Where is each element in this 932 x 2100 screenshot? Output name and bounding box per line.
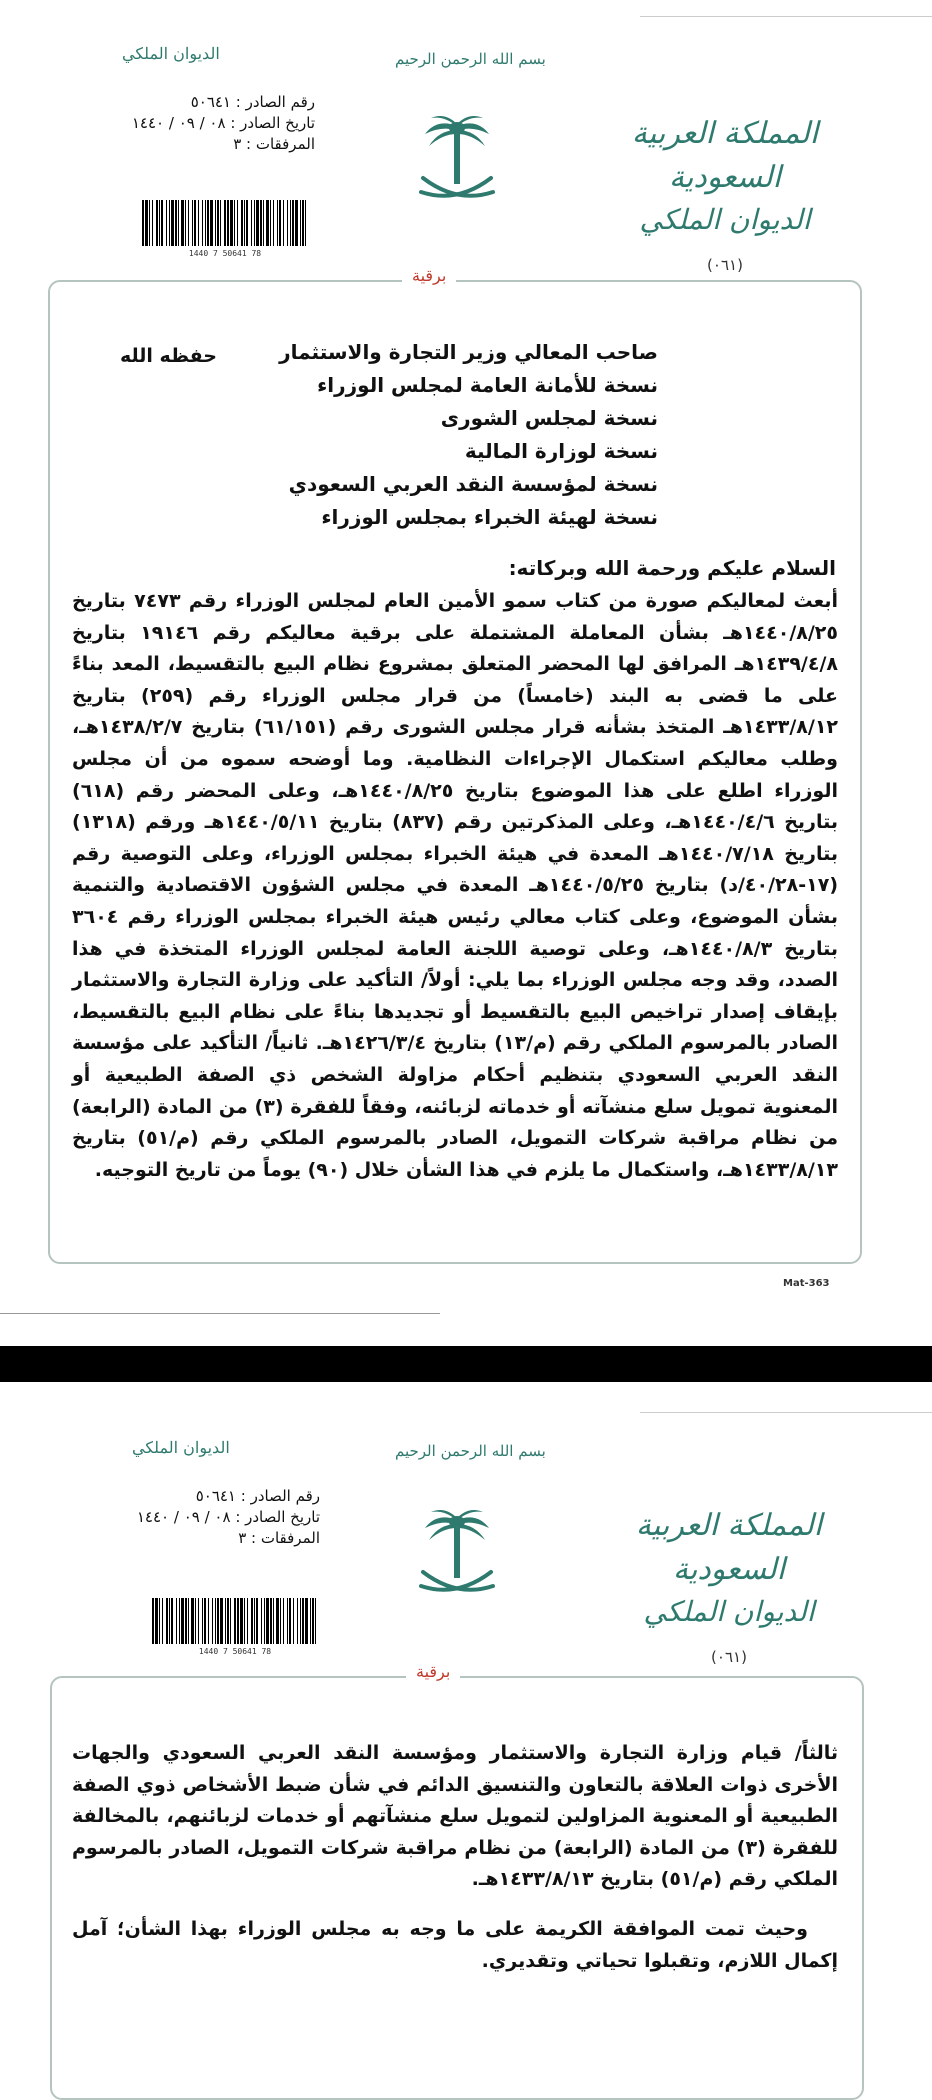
barcode-bar xyxy=(217,1598,219,1644)
barcode-bar xyxy=(188,200,189,246)
barcode-bar xyxy=(289,1598,291,1644)
barcode-bar xyxy=(192,200,193,246)
barcode-bar xyxy=(266,200,269,246)
barcode-bar xyxy=(152,1598,154,1644)
barcode-bar xyxy=(247,1598,248,1644)
barcode-bar xyxy=(273,1598,274,1644)
barcode-bar xyxy=(312,1598,314,1644)
barcode-bar xyxy=(191,1598,194,1644)
barcode-bar xyxy=(202,200,203,246)
barcode-bar xyxy=(198,1598,199,1644)
barcode-bar xyxy=(204,1598,206,1644)
reference-number: رقم الصادر : ٥٠٦٤١ xyxy=(190,93,315,111)
barqia-label: برقية xyxy=(402,266,456,285)
barcode-bar xyxy=(244,1598,245,1644)
barcode-bar xyxy=(169,200,170,246)
top-divider xyxy=(640,16,932,17)
barcode-bar xyxy=(287,200,288,246)
barcode-bar xyxy=(212,1598,213,1644)
barcode-bar xyxy=(273,200,274,246)
barcode-bar xyxy=(234,1598,236,1644)
barcode-bar xyxy=(292,200,294,246)
honorific: حفظه الله xyxy=(120,345,217,367)
barcode-bar xyxy=(220,1598,223,1644)
barcode-bar xyxy=(171,200,174,246)
barcode-bar xyxy=(300,1598,301,1644)
barcode-bar xyxy=(162,1598,163,1644)
barcode-bar xyxy=(270,200,271,246)
barcode-bar xyxy=(310,1598,311,1644)
barcode-bar xyxy=(227,1598,229,1644)
barcode-bar xyxy=(210,200,213,246)
kingdom-name: المملكة العربية السعودية xyxy=(631,116,819,195)
royal-court-name: الديوان الملكي xyxy=(639,203,811,236)
barcode-bar xyxy=(171,1598,173,1644)
barcode-bar xyxy=(142,200,144,246)
reference-date: تاريخ الصادر : ٠٨ / ٠٩ / ١٤٤٠ xyxy=(136,1508,320,1526)
barcode-bar xyxy=(264,1598,265,1644)
saudi-emblem-icon xyxy=(415,1506,499,1606)
addressee-item: صاحب المعالي وزير التجارة والاستثمار xyxy=(279,340,658,364)
kingdom-title-block xyxy=(624,1504,834,1666)
barcode-bar xyxy=(181,1598,184,1644)
barcode-bar xyxy=(215,1598,216,1644)
barcode-bar xyxy=(208,1598,209,1644)
reference-block xyxy=(100,1486,320,1549)
barcode-bar xyxy=(263,200,264,246)
barcode-bar xyxy=(283,200,284,246)
barcode-bar xyxy=(266,1598,269,1644)
addressee-item: نسخة لمؤسسة النقد العربي السعودي xyxy=(288,472,658,496)
barcode-digits: 1440 7 50641 78 xyxy=(198,1647,272,1656)
barcode-bar xyxy=(290,200,291,246)
barcode-bar xyxy=(251,1598,253,1644)
barcode-bar xyxy=(237,200,238,246)
barcode-bar xyxy=(185,200,186,246)
basmala: بسم الله الرحمن الرحيم xyxy=(395,1442,546,1460)
barcode-bar xyxy=(220,200,221,246)
barcode-bar xyxy=(315,1598,316,1644)
barcode-bar xyxy=(246,200,248,246)
barcode-bar xyxy=(149,200,150,246)
barcode-bar xyxy=(159,200,160,246)
barcode-bar xyxy=(300,200,301,246)
barcode-bar xyxy=(166,1598,168,1644)
letter-body-page-1: أبعث لمعاليكم صورة من كتاب سمو الأمين العام لمجلس الوزراء رقم ٧٤٧٣ بتاريخ ١٤٤٠/٨/٢٥هـ بشأن المعاملة المشتملة على برقية معاليكم رقم ١٩١٤٦ بتاريخ ١٤٣٩/٤/٨هـ المرافق لها المحضر المتعلق بمشروع نظام البيع بالتقسيط، المعد بناءً على ما قضى به البند (خامساً) من قرار مجلس الوزراء رقم (٢٥٩) بتاريخ ١٤٣٣/٨/١٢هـ المتخذ بشأنه قرار مجلس الشورى رقم (٦١/١٥١) بتاريخ ١٤٣٨/٢/٧هـ، وطلب معاليكم استكمال الإجراءات النظامية. وما أوضحه سموه من أن مجلس الوزراء اطلع على هذا الموضوع بتاريخ ١٤٤٠/٨/٢٥هـ، وعلى المحضر رقم (٦١٨) بتاريخ ١٤٤٠/٤/٦هـ، وعلى المذكرتين رقم (٨٣٧) بتاريخ ١٤٤٠/٥/١١هـ ورقم (١٣١٨) بتاريخ ١٤٤٠/٧/١٨هـ المعدة في هيئة الخبراء بمجلس الوزراء، وعلى التوصية رقم (١٧-٤٠/٢٨/د) بتاريخ ١٤٤٠/٥/٢٥هـ المعدة في مجلس الشؤون الاقتصادية والتنمية بشأن الموضوع، وعلى كتاب معالي رئيس هيئة الخبراء بمجلس الوزراء رقم ٣٦٠٤ بتاريخ ١٤٤٠/٨/٣هـ، وعلى توصية اللجنة العامة لمجلس الوزراء المتخذة في هذا الصدد، وقد وجه مجلس الوزراء بما يلي: أولاً/ التأكيد على وزارة التجارة والاستثمار بإيقاف إصدار تراخيص البيع بالتقسيط أو تجديدها بناءً على نظام البيع بالتقسيط، الصادر بالمرسوم الملكي رقم (م/١٣) بتاريخ ١٤٢٦/٣/٤هـ. ثانياً/ التأكيد على مؤسسة النقد العربي السعودي بتنظيم أحكام مزاولة الشخص ذي الصفة الطبيعية أو المعنوية تمويل سلع منشآته أو خدماته لزبائنه، وفقاً للفقرة (٣) من المادة (الرابعة) من نظام مراقبة شركات التمويل، الصادر بالمرسوم الملكي رقم (م/٥١) بتاريخ ١٤٣٣/٨/١٣هـ، واستكمال ما يلزم في هذا الشأن خلال (٩٠) يوماً من تاريخ التوجيه. xyxy=(72,590,839,1181)
addressee-list xyxy=(240,336,658,534)
barcode-bar xyxy=(152,200,153,246)
barcode-bar xyxy=(195,1598,196,1644)
barcode-bar xyxy=(166,200,167,246)
attachments-count: المرفقات : ٣ xyxy=(238,1529,320,1547)
letter-body-page-2-paragraph-2: وحيث تمت الموافقة الكريمة على ما وجه به مجلس الوزراء بهذا الشأن؛ آمل إكمال اللازم، وتقبلوا تحياتي وتقديري. xyxy=(72,1918,838,1972)
barcode-digits: 1440 7 50641 78 xyxy=(188,249,262,258)
barcode-bar xyxy=(217,200,219,246)
barcode-bar xyxy=(215,200,216,246)
barcode-bar xyxy=(175,200,177,246)
barcode-bar xyxy=(207,200,209,246)
barcode-bar xyxy=(254,1598,255,1644)
barcode-bar xyxy=(240,1598,243,1644)
barcode-bar xyxy=(302,1598,304,1644)
addressee-item: نسخة لهيئة الخبراء بمجلس الوزراء xyxy=(321,505,658,529)
saudi-emblem-icon xyxy=(415,112,499,212)
addressee-item: نسخة للأمانة العامة لمجلس الوزراء xyxy=(317,373,658,397)
barcode-bar xyxy=(230,1598,231,1644)
barcode-bar xyxy=(145,200,148,246)
barcode-bar xyxy=(287,1598,288,1644)
barcode-bar xyxy=(198,200,199,246)
reference-number: رقم الصادر : ٥٠٦٤١ xyxy=(195,1487,320,1505)
barcode-bar xyxy=(241,200,243,246)
top-divider xyxy=(640,1412,932,1413)
barcode-bar xyxy=(260,200,262,246)
barcode-bar xyxy=(297,1598,298,1644)
barcode-bar xyxy=(234,200,235,246)
letter-body-page-2-paragraph-1: ثالثاً/ قيام وزارة التجارة والاستثمار ومؤسسة النقد العربي السعودي والجهات الأخرى ذوات العلاقة بالتعاون والتنسيق الدائم في شأن ضبط الأشخاص ذوي الصفة الطبيعية أو المعنوية المزاولين لتمويل سلع منشآتهم أو خدمات لزبائنهم، بالمخالفة للفقرة (٣) من المادة (الرابعة) من نظام مراقبة شركات التمويل، الصادر بالمرسوم الملكي رقم (م/٥١) بتاريخ ١٤٣٣/٨/١٣هـ. xyxy=(72,1742,839,1891)
barcode-bar xyxy=(256,1598,258,1644)
greeting: السلام عليكم ورحمة الله وبركاته: xyxy=(508,556,836,580)
barcode-bar xyxy=(176,1598,177,1644)
page-separator xyxy=(0,1346,932,1382)
barcode-bar xyxy=(225,1598,226,1644)
barcode-bar xyxy=(277,200,278,246)
barqia-label: برقية xyxy=(406,1662,460,1681)
kingdom-name: المملكة العربية السعودية xyxy=(635,1508,823,1587)
barcode-bar xyxy=(227,200,229,246)
royal-court-small-title: الديوان الملكي xyxy=(132,1438,230,1457)
barcode-bar xyxy=(230,200,233,246)
office-code: (٠٦١) xyxy=(711,1648,747,1666)
addressee-item: نسخة لمجلس الشورى xyxy=(440,406,658,430)
barcode-bar xyxy=(224,200,226,246)
attachments-count: المرفقات : ٣ xyxy=(233,135,315,153)
barcode-bar xyxy=(181,200,184,246)
reference-date: تاريخ الصادر : ٠٨ / ٠٩ / ١٤٤٠ xyxy=(131,114,315,132)
barcode-bar xyxy=(295,200,298,246)
barcode-bar xyxy=(205,200,206,246)
kingdom-title-block xyxy=(620,112,830,274)
addressee-item: نسخة لوزارة المالية xyxy=(464,439,658,463)
barcode-bar xyxy=(194,200,196,246)
barcode-bar xyxy=(155,1598,158,1644)
page-bottom-rule xyxy=(0,1313,440,1314)
barcode-bar xyxy=(305,1598,308,1644)
barcode-bar xyxy=(279,200,281,246)
barcode-bar xyxy=(302,200,304,246)
barcode-bar xyxy=(244,200,245,246)
barcode-bar xyxy=(169,1598,170,1644)
barcode-bar xyxy=(159,1598,160,1644)
barcode-bar xyxy=(283,1598,284,1644)
barcode-bar xyxy=(156,200,158,246)
reference-block xyxy=(95,92,315,155)
barcode-bar xyxy=(237,1598,239,1644)
barcode-bar xyxy=(256,200,259,246)
basmala: بسم الله الرحمن الرحيم xyxy=(395,50,546,68)
barcode-bar xyxy=(254,200,255,246)
barcode-bar xyxy=(280,1598,281,1644)
office-code: (٠٦١) xyxy=(707,256,743,274)
barcode xyxy=(150,1596,320,1656)
barcode-bar xyxy=(161,200,163,246)
barcode-bar xyxy=(293,1598,294,1644)
barcode-bar xyxy=(270,1598,272,1644)
letter-page-2 xyxy=(0,1382,932,2048)
barcode-bar xyxy=(178,200,179,246)
barcode-bar xyxy=(179,1598,180,1644)
royal-court-name: الديوان الملكي xyxy=(643,1595,815,1628)
form-code: Mat-363 xyxy=(783,1278,830,1289)
barcode-bar xyxy=(305,200,306,246)
barcode-bar xyxy=(202,1598,203,1644)
barcode-bar xyxy=(276,1598,279,1644)
barcode-bar xyxy=(188,1598,189,1644)
barcode-bar xyxy=(251,200,252,246)
barcode xyxy=(140,198,310,258)
barcode-bar xyxy=(261,1598,262,1644)
royal-court-small-title: الديوان الملكي xyxy=(122,44,220,63)
barcode-bar xyxy=(185,1598,187,1644)
